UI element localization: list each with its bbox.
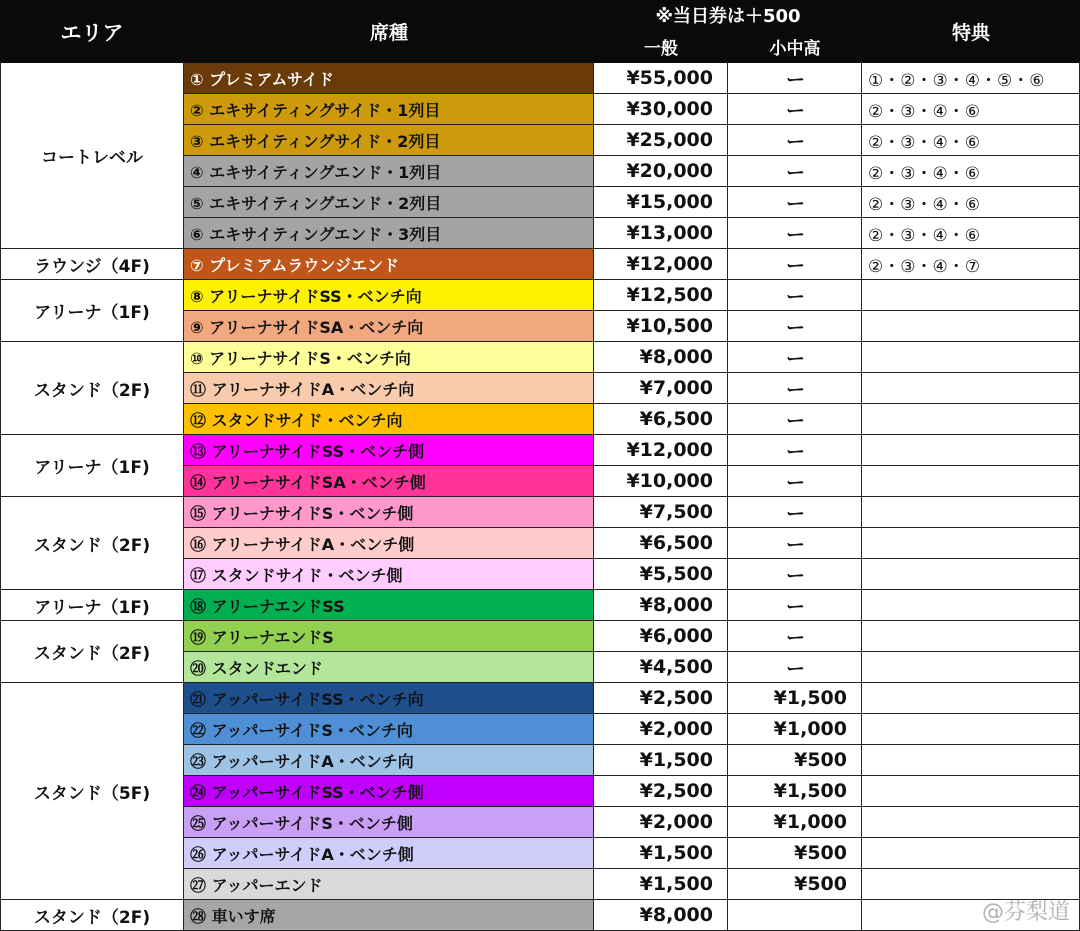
area-label: スタンド（5F) [0, 683, 184, 900]
student-price: ¥1,000 [728, 807, 862, 838]
perks-cell [862, 404, 1080, 435]
header-same-day-note: ※当日券は＋500 [594, 0, 862, 30]
student-price: ー [728, 125, 862, 156]
perks-cell [862, 652, 1080, 683]
watermark: @芬梨道 [981, 900, 1070, 925]
area-label: コートレベル [0, 63, 184, 249]
student-price: ー [728, 63, 862, 94]
seat-type-cell: ㉕ アッパーサイドS・ベンチ側 [184, 807, 594, 838]
seat-type-cell: ① プレミアムサイド [184, 63, 594, 94]
general-price: ¥2,500 [594, 776, 728, 807]
seat-type-cell: ③ エキサイティングサイド・2列目 [184, 125, 594, 156]
seat-type-cell: ⑤ エキサイティングエンド・2列目 [184, 187, 594, 218]
perks-cell: ②・③・④・⑦ [862, 249, 1080, 280]
header-perks-label: 特典 [862, 0, 1080, 63]
student-price: ¥1,500 [728, 683, 862, 714]
seat-type-cell: ⑨ アリーナサイドSA・ベンチ向 [184, 311, 594, 342]
general-price: ¥55,000 [594, 63, 728, 94]
general-price: ¥6,500 [594, 404, 728, 435]
general-price: ¥6,500 [594, 528, 728, 559]
student-price: ¥500 [728, 745, 862, 776]
general-price: ¥30,000 [594, 94, 728, 125]
general-price: ¥12,000 [594, 249, 728, 280]
general-price: ¥1,500 [594, 869, 728, 900]
general-price: ¥8,000 [594, 342, 728, 373]
perks-cell: ①・②・③・④・⑤・⑥ [862, 63, 1080, 94]
perks-cell [862, 559, 1080, 590]
seat-type-cell: ⑦ プレミアムラウンジエンド [184, 249, 594, 280]
header-seat-type-label: 席種 [184, 0, 594, 63]
area-label: アリーナ（1F) [0, 435, 184, 497]
general-price: ¥8,000 [594, 590, 728, 621]
general-price: ¥7,000 [594, 373, 728, 404]
seat-type-cell: ⑪ アリーナサイドA・ベンチ向 [184, 373, 594, 404]
seat-type-cell: ⑯ アリーナサイドA・ベンチ側 [184, 528, 594, 559]
seat-type-cell: ⑰ スタンドサイド・ベンチ側 [184, 559, 594, 590]
student-price: ー [728, 311, 862, 342]
perks-cell [862, 435, 1080, 466]
seat-type-cell: ㉓ アッパーサイドA・ベンチ向 [184, 745, 594, 776]
general-price: ¥15,000 [594, 187, 728, 218]
perks-cell [862, 466, 1080, 497]
header-student-label: 小中高 [728, 30, 862, 63]
seat-type-cell: ㉔ アッパーサイドSS・ベンチ側 [184, 776, 594, 807]
general-price: ¥6,000 [594, 621, 728, 652]
seat-type-cell: ⑩ アリーナサイドS・ベンチ向 [184, 342, 594, 373]
seat-type-cell: ㉑ アッパーサイドSS・ベンチ向 [184, 683, 594, 714]
perks-cell [862, 807, 1080, 838]
general-price: ¥12,000 [594, 435, 728, 466]
perks-cell [862, 621, 1080, 652]
perks-cell: ②・③・④・⑥ [862, 187, 1080, 218]
student-price: ー [728, 435, 862, 466]
perks-cell: ②・③・④・⑥ [862, 218, 1080, 249]
general-price: ¥2,500 [594, 683, 728, 714]
student-price: ー [728, 218, 862, 249]
area-label: アリーナ（1F) [0, 280, 184, 342]
general-price: ¥2,000 [594, 714, 728, 745]
general-price: ¥10,500 [594, 311, 728, 342]
header-general-label: 一般 [594, 30, 728, 63]
area-label: スタンド（2F) [0, 342, 184, 435]
perks-cell: ②・③・④・⑥ [862, 94, 1080, 125]
general-price: ¥7,500 [594, 497, 728, 528]
student-price: ー [728, 621, 862, 652]
student-price: ¥1,500 [728, 776, 862, 807]
general-price: ¥8,000 [594, 900, 728, 931]
student-price: ー [728, 373, 862, 404]
seat-type-cell: ㉒ アッパーサイドS・ベンチ向 [184, 714, 594, 745]
student-price: ー [728, 559, 862, 590]
seat-type-cell: ② エキサイティングサイド・1列目 [184, 94, 594, 125]
perks-cell [862, 745, 1080, 776]
student-price: ー [728, 156, 862, 187]
seat-type-cell: ⑳ スタンドエンド [184, 652, 594, 683]
perks-cell: ②・③・④・⑥ [862, 156, 1080, 187]
perks-cell [862, 714, 1080, 745]
area-label: スタンド（2F) [0, 621, 184, 683]
header-area-label: エリア [0, 0, 184, 63]
student-price: ¥500 [728, 838, 862, 869]
seat-type-cell: ⑧ アリーナサイドSS・ベンチ向 [184, 280, 594, 311]
seat-type-cell: ⑭ アリーナサイドSA・ベンチ側 [184, 466, 594, 497]
perks-cell [862, 528, 1080, 559]
student-price: ¥1,000 [728, 714, 862, 745]
area-label: アリーナ（1F) [0, 590, 184, 621]
area-label: スタンド（2F) [0, 900, 184, 931]
seat-type-cell: ⑲ アリーナエンドS [184, 621, 594, 652]
general-price: ¥4,500 [594, 652, 728, 683]
general-price: ¥1,500 [594, 745, 728, 776]
general-price: ¥13,000 [594, 218, 728, 249]
perks-cell [862, 311, 1080, 342]
seat-type-cell: ⑥ エキサイティングエンド・3列目 [184, 218, 594, 249]
perks-cell: ②・③・④・⑥ [862, 125, 1080, 156]
area-label: ラウンジ（4F) [0, 249, 184, 280]
general-price: ¥20,000 [594, 156, 728, 187]
student-price: ー [728, 187, 862, 218]
seat-type-cell: ㉗ アッパーエンド [184, 869, 594, 900]
seat-type-cell: ⑱ アリーナエンドSS [184, 590, 594, 621]
seat-type-cell: ㉘ 車いす席 [184, 900, 594, 931]
perks-cell [862, 280, 1080, 311]
student-price: ー [728, 466, 862, 497]
seat-type-cell: ④ エキサイティングエンド・1列目 [184, 156, 594, 187]
student-price [728, 900, 862, 931]
student-price: ー [728, 404, 862, 435]
student-price: ¥500 [728, 869, 862, 900]
seat-type-cell: ⑬ アリーナサイドSS・ベンチ側 [184, 435, 594, 466]
student-price: ー [728, 590, 862, 621]
general-price: ¥2,000 [594, 807, 728, 838]
student-price: ー [728, 652, 862, 683]
student-price: ー [728, 280, 862, 311]
perks-cell [862, 838, 1080, 869]
perks-cell [862, 776, 1080, 807]
student-price: ー [728, 249, 862, 280]
general-price: ¥12,500 [594, 280, 728, 311]
area-label: スタンド（2F) [0, 497, 184, 590]
student-price: ー [728, 528, 862, 559]
general-price: ¥1,500 [594, 838, 728, 869]
general-price: ¥5,500 [594, 559, 728, 590]
student-price: ー [728, 94, 862, 125]
perks-cell [862, 683, 1080, 714]
general-price: ¥25,000 [594, 125, 728, 156]
perks-cell [862, 373, 1080, 404]
perks-cell [862, 342, 1080, 373]
seat-type-cell: ⑮ アリーナサイドS・ベンチ側 [184, 497, 594, 528]
seat-type-cell: ㉖ アッパーサイドA・ベンチ側 [184, 838, 594, 869]
perks-cell [862, 497, 1080, 528]
student-price: ー [728, 342, 862, 373]
student-price: ー [728, 497, 862, 528]
general-price: ¥10,000 [594, 466, 728, 497]
perks-cell [862, 590, 1080, 621]
seat-type-cell: ⑫ スタンドサイド・ベンチ向 [184, 404, 594, 435]
